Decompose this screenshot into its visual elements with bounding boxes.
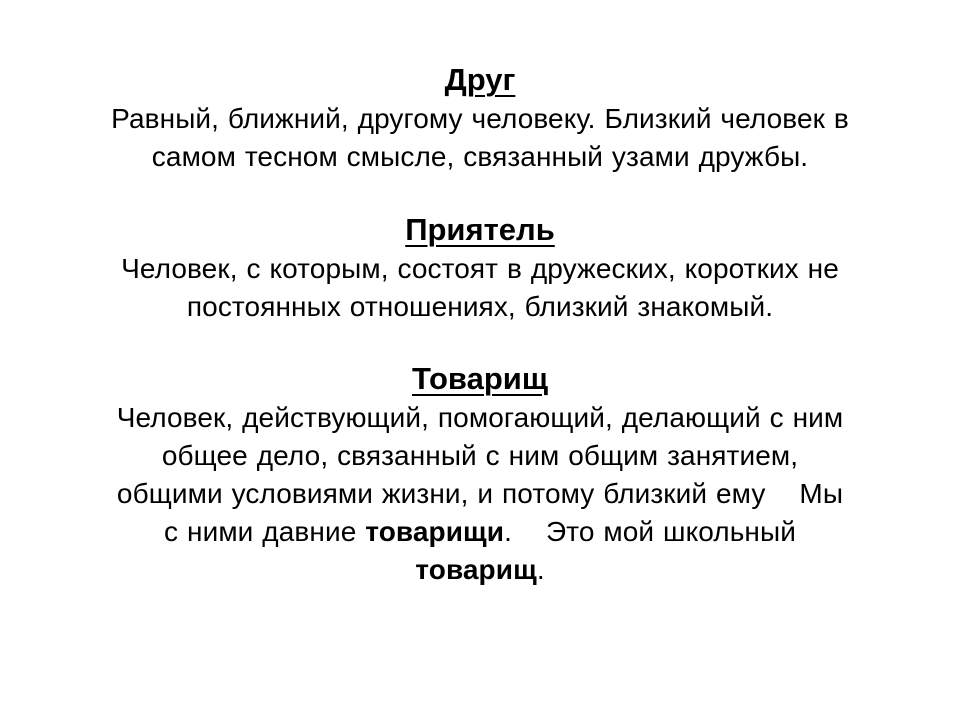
example-2-end: . xyxy=(536,554,545,585)
example-1-text: с ними давние xyxy=(164,516,357,547)
example-2-bold-word: товарищ xyxy=(415,554,537,585)
term-definition xyxy=(40,250,920,326)
example-2-text: Это мой школьный xyxy=(545,516,796,547)
term-definition xyxy=(40,100,920,176)
definition-line: общее дело, связанный с ним общим занятием, xyxy=(161,440,799,471)
definition-line xyxy=(40,475,920,513)
example-1-end: . xyxy=(504,516,512,547)
definition-line: Человек, действующий, помогающий, делающий с ним xyxy=(116,402,844,433)
term-heading: Товарищ xyxy=(412,361,548,396)
example-1-prefix: Мы xyxy=(799,478,844,509)
entry-tovarishch xyxy=(40,359,920,589)
definition-line: постоянных отношениях, близкий знакомый. xyxy=(186,291,774,322)
term-heading: Приятель xyxy=(405,212,555,247)
entry-drug xyxy=(40,60,920,176)
definition-line: самом тесном смысле, связанный узами дружбы. xyxy=(151,141,809,172)
term-heading: Друг xyxy=(444,62,516,97)
definition-text: общими условиями жизни, и потому близкий ему xyxy=(116,478,766,509)
entry-priyatel xyxy=(40,210,920,326)
usage-example-line xyxy=(40,513,920,551)
usage-example-line xyxy=(40,551,920,589)
definition-line: Равный, ближний, другому человеку. Близкий человек в xyxy=(111,103,849,134)
example-1-bold-word: товарищи xyxy=(365,516,505,547)
term-definition xyxy=(40,399,920,589)
definition-line: Человек, с которым, состоят в дружеских, коротких не xyxy=(121,253,839,284)
